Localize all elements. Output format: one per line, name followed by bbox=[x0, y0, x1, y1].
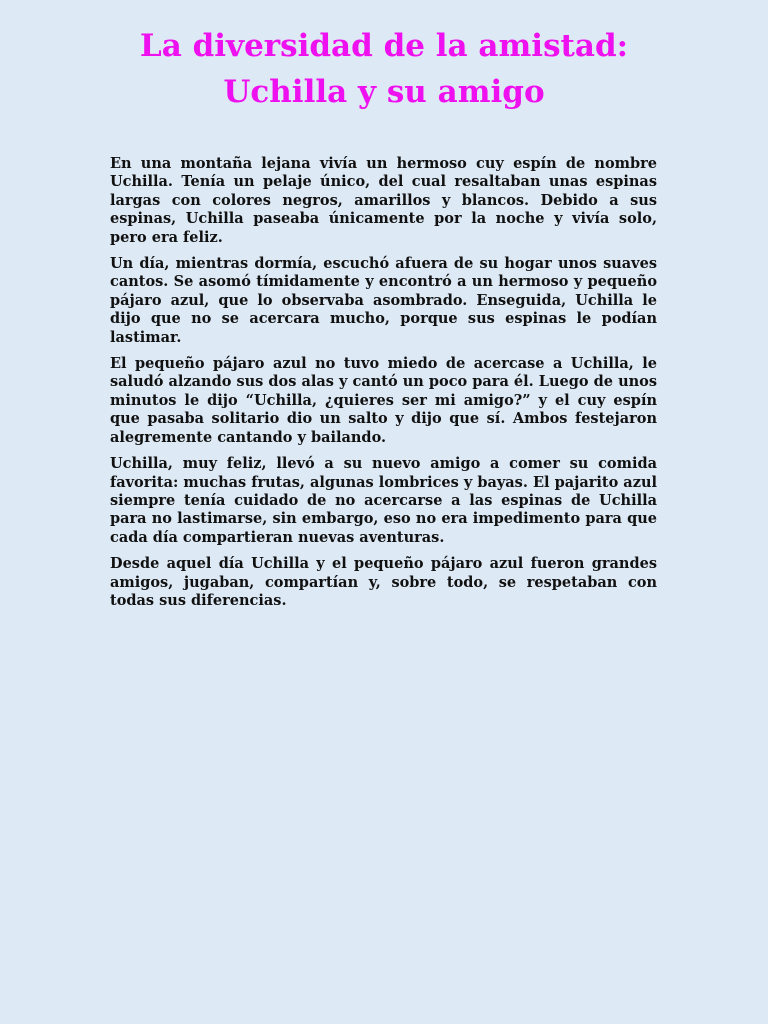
paragraph-3: El pequeño pájaro azul no tuvo miedo de acercase a Uchilla, le saludó alzando sus dos alas y cantó un poco para él. Luego de unos minutos le dijo “Uchilla, ¿quieres ser mi amigo?” y el cuy espín que pasaba solitario dio un salto y dijo que sí. Ambos festejaron alegremente cantando y bailando. bbox=[110, 355, 657, 446]
story-body bbox=[110, 155, 657, 618]
paragraph-4: Uchilla, muy feliz, llevó a su nuevo amigo a comer su comida favorita: muchas frutas, algunas lombrices y bayas. El pajarito azul siempre tenía cuidado de no acercarse a las espinas de Uchilla para no lastimarse, sin embargo, eso no era impedimento para que cada día compartieran nuevas aventuras. bbox=[110, 455, 657, 546]
paragraph-5: Desde aquel día Uchilla y el pequeño pájaro azul fueron grandes amigos, jugaban, compartían y, sobre todo, se respetaban con todas sus diferencias. bbox=[110, 555, 657, 609]
paragraph-1: En una montaña lejana vivía un hermoso cuy espín de nombre Uchilla. Tenía un pelaje único, del cual resaltaban unas espinas largas con colores negros, amarillos y blancos. Debido a sus espinas, Uchilla paseaba únicamente por la noche y vivía solo, pero era feliz. bbox=[110, 155, 657, 246]
title-line-1: La diversidad de la amistad: bbox=[139, 28, 629, 64]
title-line-2: Uchilla y su amigo bbox=[223, 74, 545, 110]
paragraph-2: Un día, mientras dormía, escuchó afuera de su hogar unos suaves cantos. Se asomó tímidamente y encontró a un hermoso y pequeño pájaro azul, que lo observaba asombrado. Enseguida, Uchilla le dijo que no se acercara mucho, porque sus espinas le podían lastimar. bbox=[110, 255, 657, 346]
